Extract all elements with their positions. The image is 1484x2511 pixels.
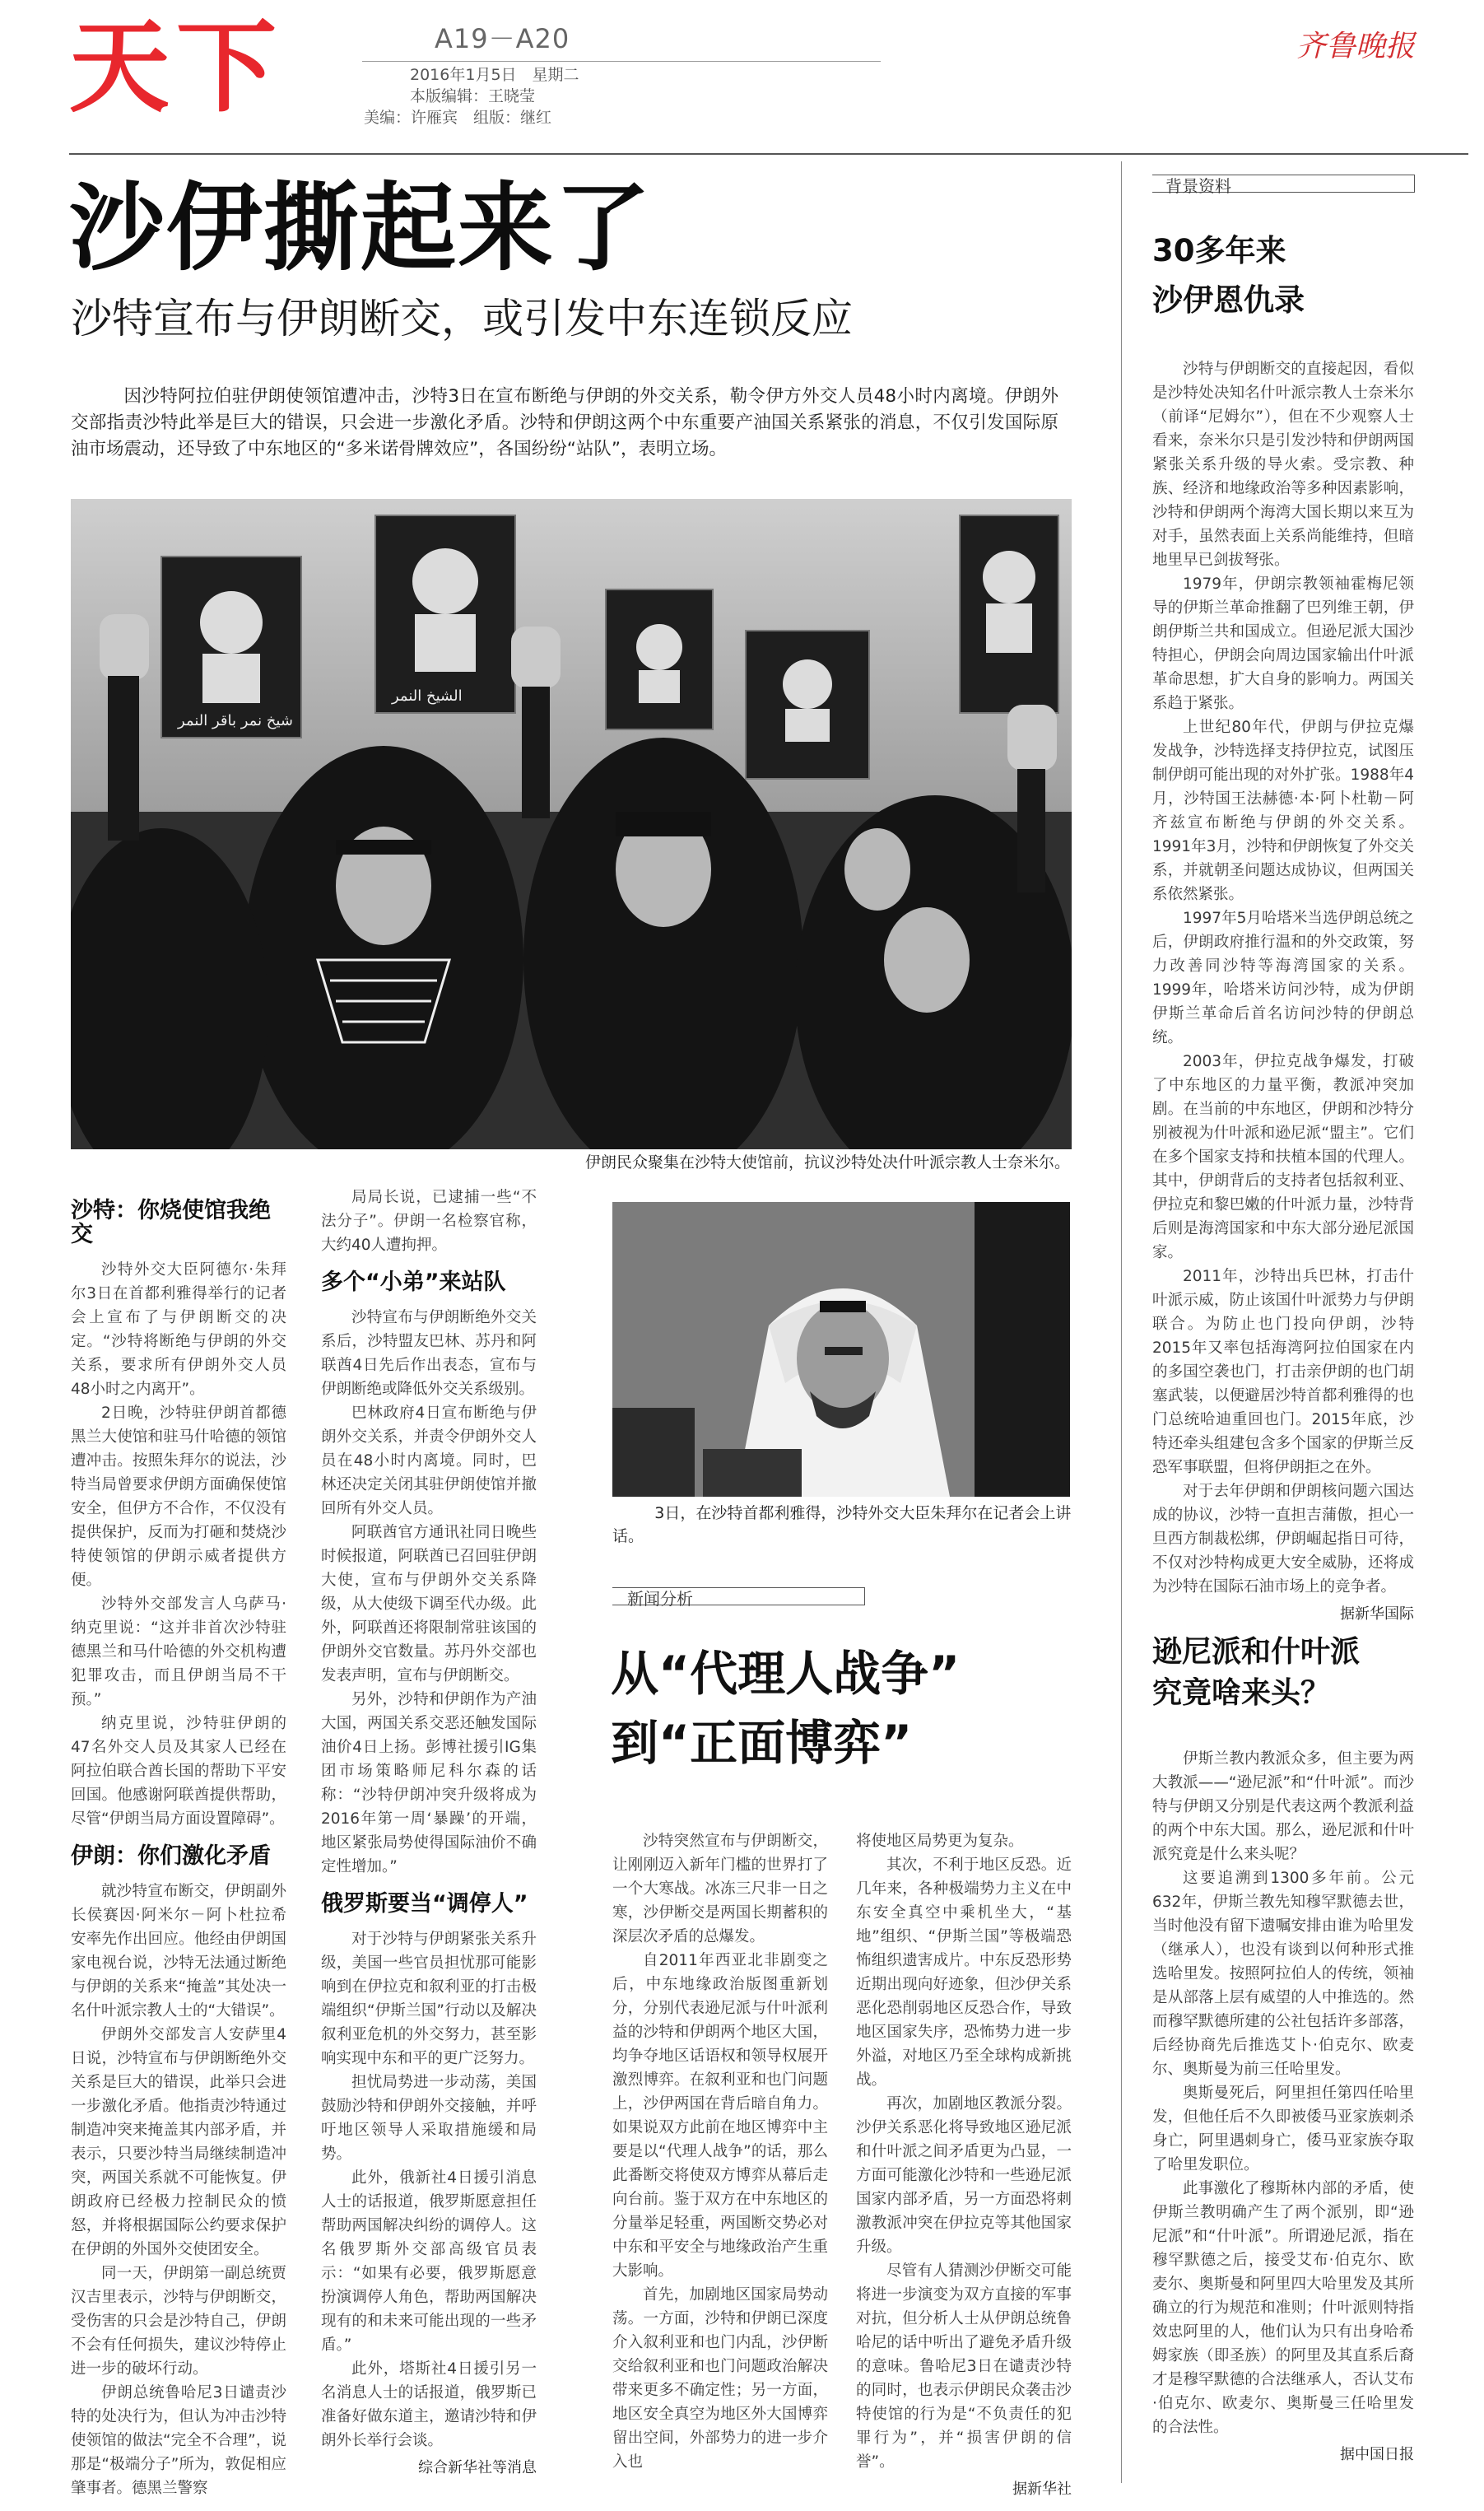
col2-para: 局局长说，已逮捕一些“不法分子”。伊朗一名检察官称，大约40人遭拘押。 [321,1189,537,1254]
sidebar-credit-2: 据中国日报 [1340,2446,1414,2463]
analysis-tag-box [612,1587,865,1609]
sub-headline: 沙特宣布与伊朗断交，或引发中东连锁反应 [71,295,853,342]
sidebar-title-1a: 30多年来 [1152,233,1286,268]
col1-para: 2日晚，沙特驻伊朗首都德黑兰大使馆和驻马什哈德的领馆遭冲击。按照朱拜尔的说法，沙特当局曾要求伊朗方面确保使馆安全，但伊方不合作，不仅没有提供保护，反而为打砸和焚烧沙特使领馆的伊朗示威者提供方便。 [71,1405,286,1589]
analysis-tag: 新闻分析 [627,1589,693,1609]
sidebar-tag-box [1152,175,1415,196]
page-range: A19－A20 [435,23,570,54]
poster-text-2: الشيخ النمر [392,687,463,705]
col2-credit: 综合新华社等消息 [418,2459,537,2476]
sidebar-para: 2003年，伊拉克战争爆发，打破了中东地区的力量平衡，教派冲突加剧。在当前的中东地区，伊朗和沙特分别被视为什叶派和逊尼派“盟主”。它们在多个国家支持和扶植本国的代理人。其中，伊朗背后的支持者包括叙利亚、伊拉克和黎巴嫩的什叶派力量，沙特背后则是海湾国家和中东大部分逊尼派国家。 [1152,1053,1414,1261]
analysis-column-b [856,1829,1072,2501]
sidebar-title-1b: 沙伊恩仇录 [1152,282,1305,318]
sidebar-para: 此事激化了穆斯林内部的矛盾，使伊斯兰教明确产生了两个派别，即“逊尼派”和“什叶派”。所谓逊尼派，指在穆罕默德之后，接受艾布·伯克尔、欧麦尔、奥斯曼和阿里四大哈里发及其所确立的行为规范和准则；什叶派则特指效忠阿里的人，他们认为只有出身哈希姆家族（即圣族）的阿里及其直系后裔才是穆罕默德的合法继承人，否认艾布·伯克尔、欧麦尔、奥斯曼三任哈里发的合法性。 [1152,2180,1414,2436]
article-column-2 [321,1186,537,2480]
sidebar-title-2a: 逊尼派和什叶派 [1152,1635,1361,1669]
col2-para: 阿联酋官方通讯社同日晚些时候报道，阿联酋已召回驻伊朗大使，宣布与伊朗外交关系降级，从大使级下调至代办级。此外，阿联酋还将限制常驻该国的伊朗外交官数量。苏丹外交部也发表声明，宣布与伊朗断交。 [321,1524,537,1684]
sidebar-para: 2011年，沙特出兵巴林，打击什叶派示威，防止该国什叶派势力与伊朗联合。为防止也门投向伊朗，沙特2015年又率包括海湾阿拉伯国家在内的多国空袭也门，打击亲伊朗的也门胡塞武装，以便避居沙特首都利雅得的也门总统哈迪重回也门。2015年底，沙特还牵头组建包含多个国家的伊斯兰反恐军事联盟，但将伊朗拒之在外。 [1152,1268,1414,1476]
analysis-para: 沙特突然宣布与伊朗断交，让刚刚迈入新年门槛的世界打了一个大寒战。冰冻三尺非一日之寒，沙伊断交是两国长期蓄积的深层次矛盾的总爆发。 [612,1833,828,1945]
col2-para: 对于沙特与伊朗紧张关系升级，美国一些官员担忧那可能影响到在伊拉克和叙利亚的打击极端组织“伊斯兰国”行动以及解决叙利亚危机的外交努力，甚至影响实现中东和平的更广泛努力。 [321,1931,537,2067]
sidebar-para: 对于去年伊朗和伊朗核问题六国达成的协议，沙特一直担吉蒲傲，担心一旦西方制裁松绑，伊朗崛起指日可待，不仅对沙特构成更大安全威胁，还将成为沙特在国际石油市场上的竞争者。 [1152,1483,1414,1596]
analysis-para: 其次，不利于地区反恐。近几年来，各种极端势力主义在中东安全真空中乘机坐大，“基地”组织、“伊斯兰国”等极端恐怖组织遗害成片。中东反恐形势近期出现向好迹象，但沙伊关系恶化恐削弱地区反恐合作，导致地区国家失序，恐怖势力进一步外溢，对地区乃至全球构成新挑战。 [856,1856,1072,2089]
header-divider [69,153,1468,155]
col1-para: 伊朗总统鲁哈尼3日谴责沙特的处决行为，但认为冲击沙特使领馆的做法“完全不合理”，说那是“极端分子”所为，敦促相应肇事者。德黑兰警察 [71,2384,286,2497]
masthead [0,0,1484,156]
poster-text-1: شيخ نمر باقر النمر [178,712,293,729]
lead-paragraph: 因沙特阿拉伯驻伊朗使领馆遭冲击，沙特3日在宣布断绝与伊朗的外交关系，勒令伊方外交人员48小时内离境。伊朗外交部指责沙特此举是巨大的错误，只会进一步激化矛盾。沙特和伊朗这两个中东重要产油国关系紧张的消息，不仅引发国际原油市场震动，还导致了中东地区的“多米诺骨牌效应”，各国纷纷“站队”，表明立场。 [71,386,1058,459]
minister-photo-caption: 3日，在沙特首都利雅得，沙特外交大臣朱拜尔在记者会上讲话。 [612,1504,1072,1545]
analysis-title-2: 到“正面博弈” [611,1715,913,1771]
sidebar-para: 这要追溯到1300多年前。公元632年，伊斯兰教先知穆罕默德去世，当时他没有留下遗嘱安排由谁为哈里发（继承人），也没有谈到以何种形式推选哈里发。按照阿拉伯人的传统，领袖是从部落上层有威望的人中推选的。然而穆罕默德所建的公社包括许多部落，后经协商先后推选艾卜·伯克尔、欧麦尔、奥斯曼为前三任哈里发。 [1152,1870,1414,2078]
analysis-para: 尽管有人猜测沙伊断交可能将进一步演变为双方直接的军事对抗，但分析人士从伊朗总统鲁哈尼的话中听出了避免矛盾升级的意味。鲁哈尼3日在谴责沙特的同时，也表示伊朗民众袭击沙特使馆的行为是“不负责任的犯罪行为”，并“损害伊朗的信誉”。 [856,2262,1072,2471]
subhead-saudi: 沙特：你烧使馆我绝交 [71,1198,271,1247]
main-headline: 沙伊撕起来了 [69,173,652,284]
sidebar-para: 奥斯曼死后，阿里担任第四任哈里发，但他任后不久即被倭马亚家族刺杀身亡，阿里遇刺身亡，倭马亚家族夺取了哈里发职位。 [1152,2085,1414,2173]
analysis-para: 自2011年西亚北非剧变之后，中东地缘政治版图重新划分，分别代表逊尼派与什叶派利益的沙特和伊朗两个地区大国，均争夺地区话语权和领导权展开激烈博弈。在叙利亚和也门问题上，沙伊两国在背后暗自角力。如果说双方此前在地区博弈中主要是以“代理人战争”的话，那么此番断交将使双方博弈从幕后走向台前。鉴于双方在中东地区的分量举足轻重，两国断交势必对中东和平安全与地缘政治产生重大影响。 [612,1952,828,2280]
paper-logo: 齐鲁晚报 [1296,30,1415,63]
col2-para: 此外，塔斯社4日援引另一名消息人士的话报道，俄罗斯已准备好做东道主，邀请沙特和伊朗外长举行会谈。 [321,2360,537,2449]
minister-photo [612,1202,1070,1497]
article-column-1 [71,1186,286,2500]
sidebar-credit-1: 据新华国际 [1340,1605,1414,1623]
minister-photo-art [612,1202,1070,1497]
subhead-allies: 多个“小弟”来站队 [321,1269,506,1295]
sidebar-title-2b: 究竟啥来头？ [1152,1676,1331,1710]
sidebar-para: 伊斯兰教内教派众多，但主要为两大教派——“逊尼派”和“什叶派”。而沙特与伊朗又分别是代表这两个教派利益的两个中东大国。那么，逊尼派和什叶派究竟是什么来头呢？ [1152,1750,1414,1863]
analysis-title-1: 从“代理人战争” [611,1646,961,1702]
analysis-para: 将使地区局势更为复杂。 [856,1833,1024,1850]
sidebar-divider [1121,161,1122,2483]
sidebar-column-2 [1152,1747,1414,2467]
protest-photo [71,499,1072,1149]
protest-photo-art [71,499,1072,1149]
sidebar-column-1 [1152,357,1414,1626]
col2-para: 巴林政府4日宣布断绝与伊朗外交关系，并责令伊朗外交人员在48小时内离境。同时，巴林还决定关闭其驻伊朗使馆并撤回所有外交人员。 [321,1405,537,1517]
col1-para: 沙特外交大臣阿德尔·朱拜尔3日在首都利雅得举行的记者会上宣布了与伊朗断交的决定。“沙特将断绝与伊朗的外交关系，要求所有伊朗外交人员48小时之内离开”。 [71,1261,286,1398]
subhead-russia: 俄罗斯要当“调停人” [321,1891,528,1917]
sidebar-para: 1997年5月哈塔米当选伊朗总统之后，伊朗政府推行温和的外交政策，努力改善同沙特等海湾国家的关系。1999年，哈塔米访问沙特，成为伊朗伊斯兰革命后首名访问沙特的伊朗总统。 [1152,910,1414,1046]
col1-para: 就沙特宣布断交，伊朗副外长侯赛因·阿米尔－阿卜杜拉希安率先作出回应。他经由伊朗国家电视台说，沙特无法通过断绝与伊朗的关系来“掩盖”其处决一名什叶派宗教人士的“大错误”。 [71,1883,286,2020]
analysis-credit: 据新华社 [1012,2481,1072,2498]
sidebar-para: 上世纪80年代，伊朗与伊拉克爆发战争，沙特选择支持伊拉克，试图压制伊朗可能出现的对外扩张。1988年4月，沙特国王法赫德·本·阿卜杜勒－阿齐兹宣布断绝与伊朗的外交关系。1991年3月，沙特和伊朗恢复了外交关系，并就朝圣问题达成协议，但两国关系依然紧张。 [1152,719,1414,903]
col2-para: 沙特宣布与伊朗断绝外交关系后，沙特盟友巴林、苏丹和阿联酋4日先后作出表态，宣布与伊朗断绝或降低外交关系级别。 [321,1309,537,1398]
protest-photo-caption: 伊朗民众聚集在沙特大使馆前，抗议沙特处决什叶派宗教人士奈米尔。 [584,1153,1070,1172]
analysis-column-a [612,1829,828,2474]
sidebar-tag: 背景资料 [1165,176,1231,196]
col2-para: 担忧局势进一步动荡，美国鼓励沙特和伊朗外交接触，并呼吁地区领导人采取措施缓和局势。 [321,2074,537,2163]
analysis-para: 首先，加剧地区国家局势动荡。一方面，沙特和伊朗已深度介入叙利亚和也门内乱，沙伊断交给叙利亚和也门问题政治解决带来更多不确定性；另一方面，地区安全真空为地区外大国博弈留出空间，外部势力的进一步介入也 [612,2286,828,2471]
art-credit: 美编：许雁宾 组版：继红 [364,109,552,127]
analysis-para: 再次，加剧地区教派分裂。沙伊关系恶化将导致地区逊尼派和什叶派之间矛盾更为凸显，一方面可能激化沙特和一些逊尼派国家内部矛盾，另一方面恐将刺激教派冲突在伊拉克等其他国家升级。 [856,2095,1072,2256]
editor-credit: 本版编辑：王晓莹 [410,87,536,105]
col1-para: 伊朗外交部发言人安萨里4日说，沙特宣布与伊朗断绝外交关系是巨大的错误，此举只会进一步激化矛盾。他指责沙特通过制造冲突来掩盖其内部矛盾，并表示，只要沙特当局继续制造冲突，两国关系就不可能恢复。伊朗政府已经极力控制民众的愤怒，并将根据国际公约要求保护在伊朗的外国外交使团安全。 [71,2026,286,2258]
col2-para: 另外，沙特和伊朗作为产油大国，两国关系交恶还触发国际油价4日上扬。彭博社援引IG集团市场策略师尼科尔森的话称：“沙特伊朗冲突升级将成为2016年第一周‘暴躁’的开端，地区紧张局势使得国际油价不确定性增加。” [321,1691,537,1875]
col1-para: 纳克里说，沙特驻伊朗的47名外交人员及其家人已经在阿拉伯联合酋长国的帮助下平安回国。他感谢阿联酋提供帮助，尽管“伊朗当局方面设置障碍”。 [71,1715,286,1828]
subhead-iran: 伊朗：你们激化矛盾 [71,1843,271,1869]
col2-para: 此外，俄新社4日援引消息人士的话报道，俄罗斯愿意担任帮助两国解决纠纷的调停人。这名俄罗斯外交部高级官员表示：“如果有必要，俄罗斯愿意扮演调停人角色，帮助两国解决现有的和未来可能出现的一些矛盾。” [321,2169,537,2354]
masthead-rule [362,61,881,62]
sidebar-para: 1979年，伊朗宗教领袖霍梅尼领导的伊斯兰革命推翻了巴列维王朝，伊朗伊斯兰共和国成立。但逊尼派大国沙特担心，伊朗会向周边国家输出什叶派革命思想，扩大自身的影响力。两国关系趋于紧张。 [1152,575,1414,712]
col1-para: 沙特外交部发言人乌萨马·纳克里说：“这并非首次沙特驻德黑兰和马什哈德的外交机构遭犯罪攻击，而且伊朗当局不干预。” [71,1596,286,1708]
sidebar-para: 沙特与伊朗断交的直接起因，看似是沙特处决知名什叶派宗教人士奈米尔（前译“尼姆尔”），但在不少观察人士看来，奈米尔只是引发沙特和伊朗两国紧张关系升级的导火索。受宗教、种族、经济和地缘政治等多种因素影响，沙特和伊朗两个海湾大国长期以来互为对手，虽然表面上关系尚能维持，但暗地里早已剑拔弩张。 [1152,361,1414,569]
section-logo: 天下 [69,9,283,126]
col1-para: 同一天，伊朗第一副总统贾汉吉里表示，沙特与伊朗断交，受伤害的只会是沙特自己，伊朗不会有任何损失，建议沙特停止进一步的破坏行动。 [71,2265,286,2378]
issue-date: 2016年1月5日 星期二 [410,66,579,84]
